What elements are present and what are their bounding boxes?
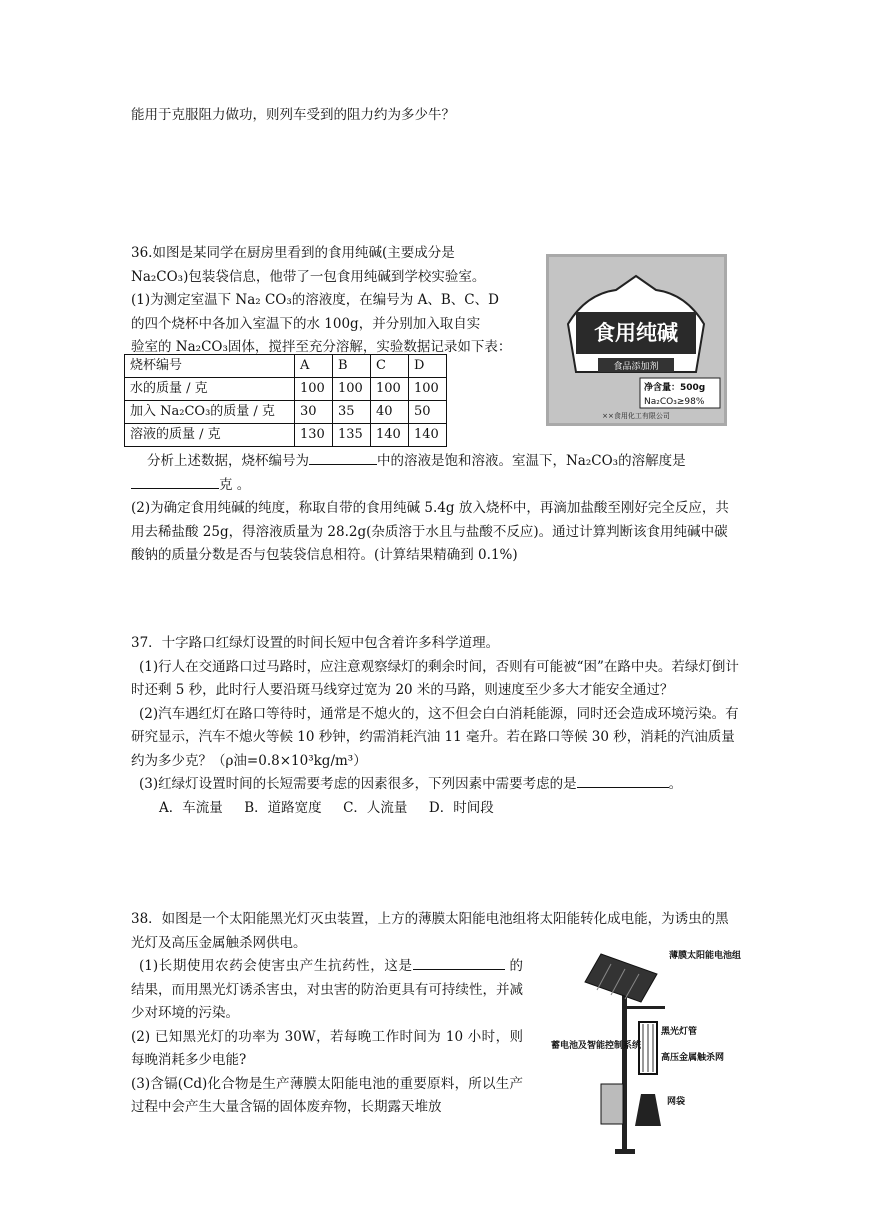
- q36-analysis-text-b: 中的溶液是饱和溶液。室温下，Na₂CO₃的溶解度是: [377, 453, 686, 469]
- table-cell: 135: [333, 424, 371, 447]
- table-cell: 加入 Na₂CO₃的质量 / 克: [125, 401, 295, 424]
- blank-resistance[interactable]: [413, 955, 505, 970]
- q36-line4: 的四个烧杯中各加入室温下的水 100g，并分别加入取自实: [131, 315, 481, 332]
- blank-factors[interactable]: [577, 773, 669, 788]
- table-cell: 100: [409, 378, 447, 401]
- label-black-lamp: 黑光灯管: [661, 1027, 698, 1037]
- q37-part1: (1)行人在交通路口过马路时，应注意观察绿灯的剩余时间，否则有可能被“困”在路中央。若绿灯倒计时还剩 5 秒，此时行人要沿斑马线穿过宽为 20 米的马路，则速度至少多大才能安全通过？: [131, 658, 739, 698]
- q37-part3-text: (3)红绿灯设置时间的长短需要考虑的因素很多，下列因素中需要考虑的是: [139, 776, 577, 792]
- q36-part2: (2)为确定食用纯碱的纯度，称取自带的食用纯碱 5.4g 放入烧杯中，再滴加盐酸至刚好完全反应，共用去稀盐酸 25g，得溶液质量为 28.2g(杂质溶于水且与盐酸不反应)。通过计算判断该食用纯碱中碳酸钠的质量分数是否与包装袋信息相符。(计算结果精确到 0.1%): [131, 500, 729, 563]
- q38-part1: [131, 955, 523, 1026]
- q36-stem: [131, 242, 543, 360]
- table-cell: 水的质量 / 克: [125, 378, 295, 401]
- q38-part1-text-b: 的结果，而用黑光灯诱杀害虫，对虫害的防治更具有可持续性，并减少对环境的污染。: [131, 958, 524, 1021]
- q38-body: [131, 955, 523, 1120]
- prev-question-tail: [131, 104, 741, 128]
- soda-package-image: [546, 254, 727, 426]
- table-cell: D: [409, 355, 447, 378]
- q36-line3: (1)为测定室温下 Na₂ CO₃的溶液度，在编号为 A、B、C、D: [131, 292, 499, 308]
- table-cell: 100: [371, 378, 409, 401]
- blank-solubility[interactable]: [131, 474, 219, 489]
- q38-part3: (3)含镉(Cd)化合物是生产薄膜太阳能电池的重要原料，所以生产过程中会产生大量含镉的固体废弃物，长期露天堆放: [131, 1075, 523, 1115]
- q36-analysis-line: [131, 450, 741, 474]
- q38-title: 38．如图是一个太阳能黑光灯灭虫装置，上方的薄膜太阳能电池组将太阳能转化成电能，为诱虫的黑光灯及高压金属触杀网供电。: [131, 911, 729, 951]
- table-cell: 100: [295, 378, 333, 401]
- q37-title: 37．十字路口红绿灯设置的时间长短中包含着许多科学道理。: [131, 635, 500, 651]
- q38-part1-text-a: (1)长期使用农药会使害虫产生抗药性，这是: [139, 958, 413, 974]
- table-row: [125, 424, 447, 447]
- q36-analysis: [131, 450, 741, 568]
- table-cell: 50: [409, 401, 447, 424]
- q38-part2: (2) 已知黑光灯的功率为 30W，若每晚工作时间为 10 小时，则每晚消耗多少电能?: [131, 1028, 523, 1068]
- bag-title: 食用纯碱: [594, 320, 678, 345]
- table-cell: 100: [333, 378, 371, 401]
- label-net-bag: 网袋: [667, 1097, 686, 1107]
- table-cell: 烧杯编号: [125, 355, 295, 378]
- q36-line5: 验室的 Na₂CO₃固体，搅拌至充分溶解，实验数据记录如下表：: [131, 339, 512, 355]
- table-cell: 35: [333, 401, 371, 424]
- table-cell: 140: [371, 424, 409, 447]
- table-header-row: [125, 355, 447, 378]
- table-cell: 40: [371, 401, 409, 424]
- q36-analysis-text-a: 分析上述数据，烧杯编号为: [147, 453, 309, 469]
- label-solar-panel: 薄膜太阳能电池组: [669, 951, 742, 961]
- table-cell: 130: [295, 424, 333, 447]
- table-cell: A: [295, 355, 333, 378]
- q36-analysis-line2: [131, 474, 741, 498]
- q37-options: A．车流量 B．道路宽度 C．人流量 D．时间段: [159, 799, 494, 816]
- table-cell: 140: [409, 424, 447, 447]
- q36-data-table: [124, 354, 447, 447]
- q37-part3: [131, 773, 741, 797]
- table-cell: B: [333, 355, 371, 378]
- bag-net-weight: 净含量：500g: [644, 383, 706, 393]
- bag-purity: Na₂CO₃≥98%: [644, 397, 705, 407]
- q37-part3-end: 。: [668, 776, 683, 792]
- blank-beaker[interactable]: [309, 450, 377, 465]
- table-cell: 溶液的质量 / 克: [125, 424, 295, 447]
- prev-question-text: 能用于克服阻力做功，则列车受到的阻力约为多少牛？: [131, 107, 455, 123]
- label-kill-net: 高压金属触杀网: [661, 1053, 725, 1063]
- label-battery: 蓄电池及智能控制系统: [551, 1041, 642, 1051]
- table-cell: C: [371, 355, 409, 378]
- bag-subtitle: 食品添加剂: [613, 362, 659, 372]
- q36-analysis-text-c: 克 。: [219, 476, 251, 493]
- bag-maker: ××食用化工有限公司: [602, 412, 670, 420]
- solar-bug-lamp-image: [549, 944, 742, 1158]
- q36-line2: Na₂CO₃)包装袋信息，他带了一包食用纯碱到学校实验室。: [131, 268, 486, 285]
- q36-line1: 36.如图是某同学在厨房里看到的食用纯碱(主要成分是: [131, 245, 455, 261]
- table-cell: 30: [295, 401, 333, 424]
- table-row: [125, 378, 447, 401]
- table-row: [125, 401, 447, 424]
- q37: [131, 632, 741, 820]
- q37-part2: (2)汽车遇红灯在路口等待时，通常是不熄火的，这不但会白白消耗能源，同时还会造成环境污染。有研究显示，汽车不熄火等候 10 秒钟，约需消耗汽油 11 毫升。若在路口等候 30 秒，消耗的汽油质量约为多少克？（ρ油=0.8×10³kg/m³）: [131, 705, 739, 769]
